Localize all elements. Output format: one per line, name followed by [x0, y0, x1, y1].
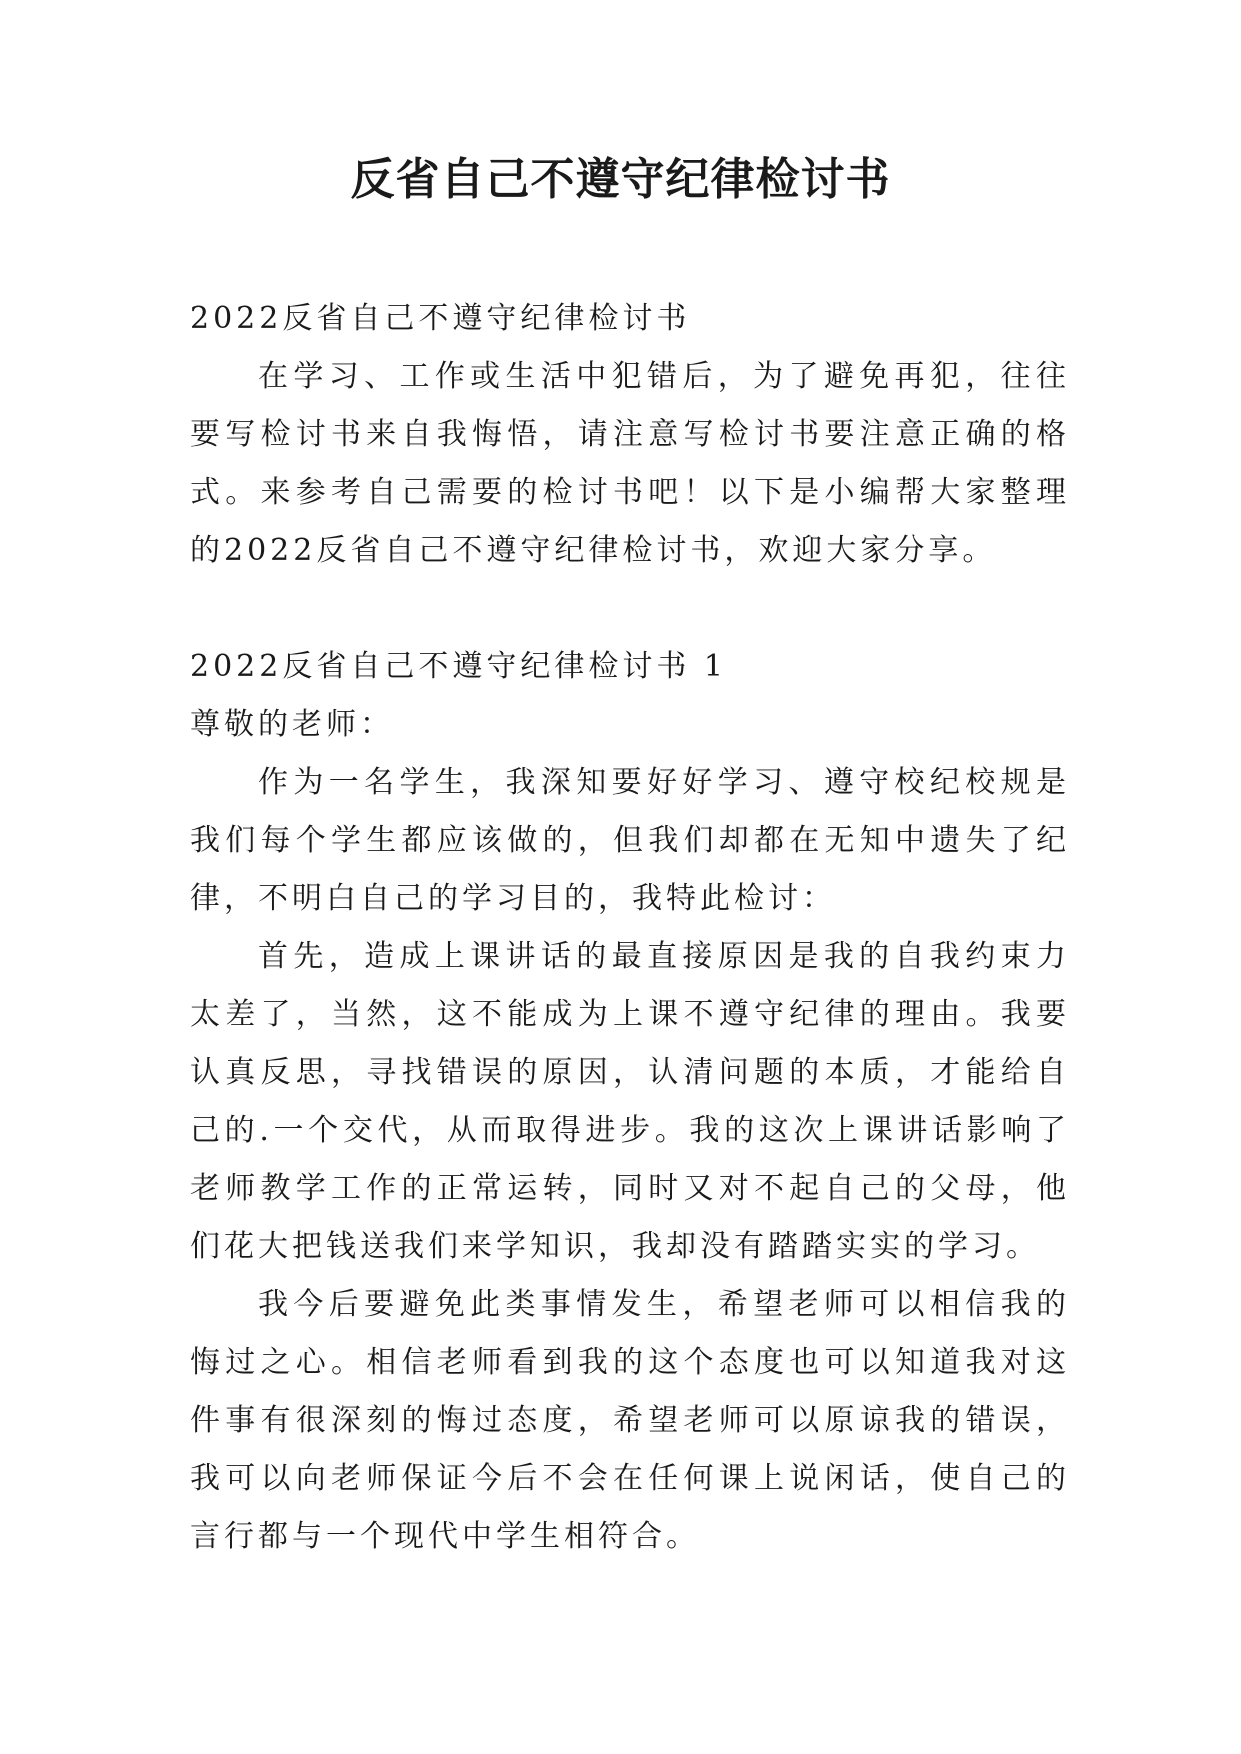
document-title: 反省自己不遵守纪律检讨书: [350, 154, 891, 205]
paragraph-spacer: [190, 580, 1070, 638]
section-heading: 2022反省自己不遵守纪律检讨书 1: [190, 649, 727, 684]
document-body: [190, 290, 1070, 1566]
intro-paragraph: 在学习、工作或生活中犯错后，为了避免再犯，往往要写检讨书来自我悔悟，请注意写检讨书要注意正确的格式。来参考自己需要的检讨书吧！以下是小编帮大家整理的2022反省自己不遵守纪律检讨书，欢迎大家分享。: [190, 359, 1070, 568]
body-paragraph-2: 首先，造成上课讲话的最直接原因是我的自我约束力太差了，当然，这不能成为上课不遵守纪律的理由。我要认真反思，寻找错误的原因，认清问题的本质，才能给自己的.一个交代，从而取得进步。我的这次上课讲话影响了老师教学工作的正常运转，同时又对不起自己的父母，他们花大把钱送我们来学知识，我却没有踏踏实实的学习。: [190, 939, 1070, 1264]
body-paragraph-1: 作为一名学生，我深知要好好学习、遵守校纪校规是我们每个学生都应该做的，但我们却都在无知中遗失了纪律，不明白自己的学习目的，我特此检讨：: [190, 765, 1070, 916]
salutation: 尊敬的老师：: [190, 707, 394, 742]
body-paragraph-3: 我今后要避免此类事情发生，希望老师可以相信我的悔过之心。相信老师看到我的这个态度也可以知道我对这件事有很深刻的悔过态度，希望老师可以原谅我的错误，我可以向老师保证今后不会在任何课上说闲话，使自己的言行都与一个现代中学生相符合。: [190, 1287, 1070, 1554]
intro-heading: 2022反省自己不遵守纪律检讨书: [190, 301, 691, 336]
